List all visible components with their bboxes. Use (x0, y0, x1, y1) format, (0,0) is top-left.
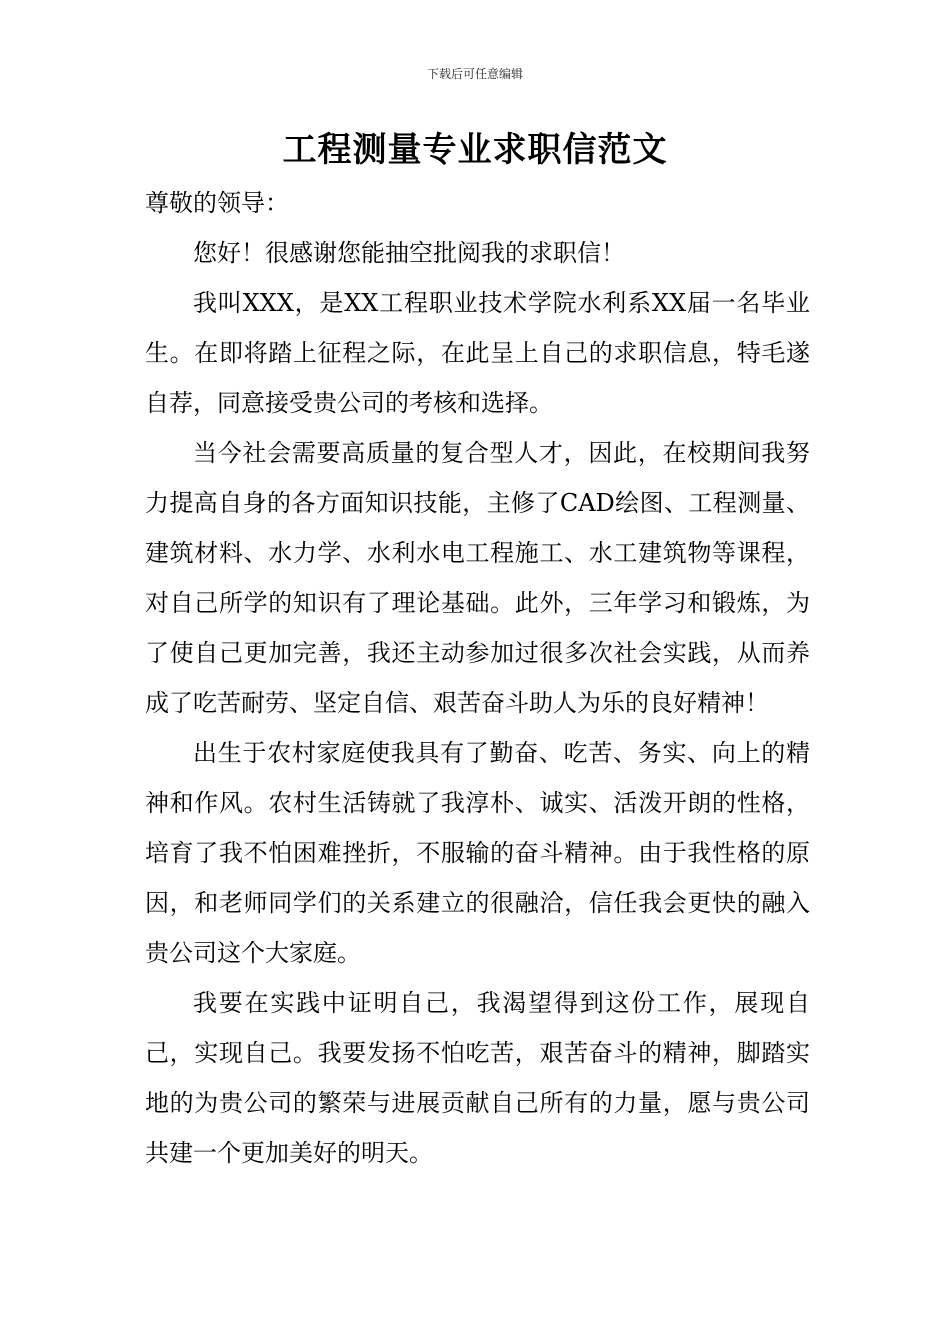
paragraph-education: 当今社会需要高质量的复合型人才，因此，在校期间我努力提高自身的各方面知识技能，主修了CAD绘图、工程测量、建筑材料、水力学、水利水电工程施工、水工建筑物等课程，对自己所学的知识有了理论基础。此外，三年学习和锻炼，为了使自己更加完善，我还主动参加过很多次社会实践，从而养成了吃苦耐劳、坚定自信、艰苦奋斗助人为乐的良好精神！ (145, 439, 810, 717)
paragraph-greeting: 您好！很感谢您能抽空批阅我的求职信！ (193, 239, 625, 267)
salutation: 尊敬的领导： (145, 189, 289, 217)
paragraph-introduction: 我叫XXX，是XX工程职业技术学院水利系XX届一名毕业生。在即将踏上征程之际，在此呈上自己的求职信息，特毛遂自荐，同意接受贵公司的考核和选择。 (145, 289, 810, 417)
document-title: 工程测量专业求职信范文 (282, 130, 668, 170)
paragraph-closing: 我要在实践中证明自己，我渴望得到这份工作，展现自己，实现自己。我要发扬不怕吃苦，艰苦奋斗的精神，脚踏实地的为贵公司的繁荣与进展贡献自己所有的力量，愿与贵公司共建一个更加美好的明天。 (145, 989, 810, 1167)
paragraph-character: 出生于农村家庭使我具有了勤奋、吃苦、务实、向上的精神和作风。农村生活铸就了我淳朴、诚实、活泼开朗的性格，培育了我不怕困难挫折，不服输的奋斗精神。由于我性格的原因，和老师同学们的关系建立的很融洽，信任我会更快的融入贵公司这个大家庭。 (145, 739, 810, 967)
letter-body (145, 178, 810, 1178)
header-note: 下载后可任意编辑 (426, 67, 523, 81)
